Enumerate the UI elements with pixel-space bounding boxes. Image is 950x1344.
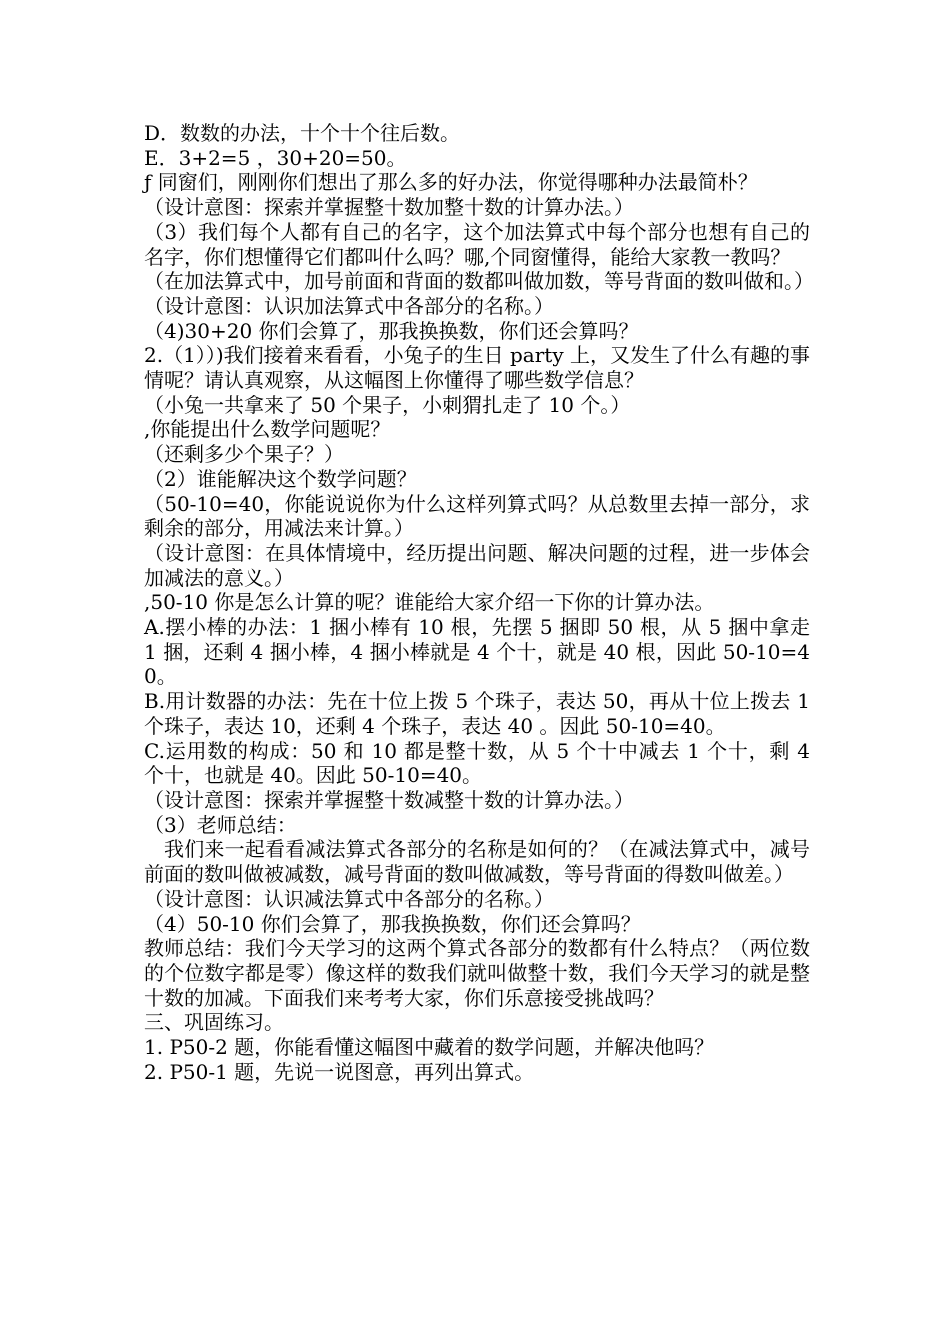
paragraph: （小兔一共拿来了 50 个果子，小刺猬扎走了 10 个。） <box>144 392 631 417</box>
paragraph: 教师总结：我们今天学习的这两个算式各部分的数都有什么特点？（两位数的个位数字都是零）像这样的数我们就叫做整十数，我们今天学习的就是整十数的加减。下面我们来考考大家，你们乐意接受挑战吗？ <box>144 936 810 1010</box>
paragraph: （4)30+20 你们会算了，那我换换数，你们还会算吗？ <box>144 318 639 343</box>
paragraph: （3）我们每个人都有自己的名字，这个加法算式中每个部分也想有自己的名字，你们想懂得它们都叫什么吗？哪,个同窗懂得，能给大家教一教吗？ <box>144 219 810 269</box>
paragraph: （还剩多少个果子？） <box>144 442 344 467</box>
paragraph: （设计意图：认识加法算式中各部分的名称。） <box>144 293 554 318</box>
paragraph: B.用计数器的办法：先在十位上拨 5 个珠子，表达 50，再从十位上拨去 1 个珠子，表达 10，还剩 4 个珠子，表达 40 。因此 50-10=40。 <box>144 689 810 738</box>
paragraph: ,50-10 你是怎么计算的呢？谁能给大家介绍一下你的计算办法。 <box>144 590 715 615</box>
paragraph: （设计意图：认识减法算式中各部分的名称。） <box>144 886 554 911</box>
paragraph: 2.（1））)我们接着来看看，小兔子的生日 party 上，又发生了什么有趣的事情呢？请认真观察，从这幅图上你懂得了哪些数学信息？ <box>144 343 810 393</box>
paragraph: （在加法算式中，加号前面和背面的数都叫做加数，等号背面的数叫做和。） <box>144 269 814 294</box>
paragraph: E．3+2=5 ，30+20=50。 <box>144 145 407 170</box>
paragraph: C.运用数的构成：50 和 10 都是整十数，从 5 个十中减去 1 个十，剩 4 个十，也就是 40。因此 50-10=40。 <box>144 738 810 788</box>
paragraph: 2. P50-1 题，先说一说图意，再列出算式。 <box>144 1059 535 1084</box>
paragraph: （设计意图：探索并掌握整十数加整十数的计算办法。） <box>144 195 634 220</box>
paragraph: （3）老师总结： <box>144 812 297 837</box>
paragraph: （4）50-10 你们会算了，那我换换数，你们还会算吗？ <box>144 911 641 936</box>
paragraph: （2）谁能解决这个数学问题？ <box>144 466 417 491</box>
paragraph: D．数数的办法，十个十个往后数。 <box>144 121 461 145</box>
paragraph: （设计意图：探索并掌握整十数减整十数的计算办法。） <box>144 787 634 812</box>
paragraph: 我们来一起看看减法算式各部分的名称是如何的？（在减法算式中，减号前面的数叫做被减数，减号背面的数叫做减数，等号背面的得数叫做差。） <box>144 837 810 887</box>
paragraph: 1. P50-2 题，你能看懂这幅图中藏着的数学问题，并解决他吗？ <box>144 1035 715 1060</box>
document-body <box>144 121 814 1084</box>
paragraph: （设计意图：在具体情境中，经历提出问题、解决问题的过程，进一步体会加减法的意义。） <box>144 540 810 590</box>
paragraph: （50-10=40，你能说说你为什么这样列算式吗？从总数里去掉一部分，求剩余的部分，用减法来计算。） <box>144 491 810 541</box>
paragraph: ,你能提出什么数学问题呢？ <box>144 417 391 442</box>
paragraph: ƒ 同窗们，刚刚你们想出了那么多的好办法，你觉得哪种办法最简朴？ <box>144 170 758 195</box>
section-heading: 三、巩固练习。 <box>144 1010 284 1035</box>
paragraph: A.摆小棒的办法：1 捆小棒有 10 根，先摆 5 捆即 50 根，从 5 捆中拿走 1 捆，还剩 4 捆小棒，4 捆小棒就是 4 个十，就是 40 根，因此 50-10=40。 <box>144 615 810 689</box>
